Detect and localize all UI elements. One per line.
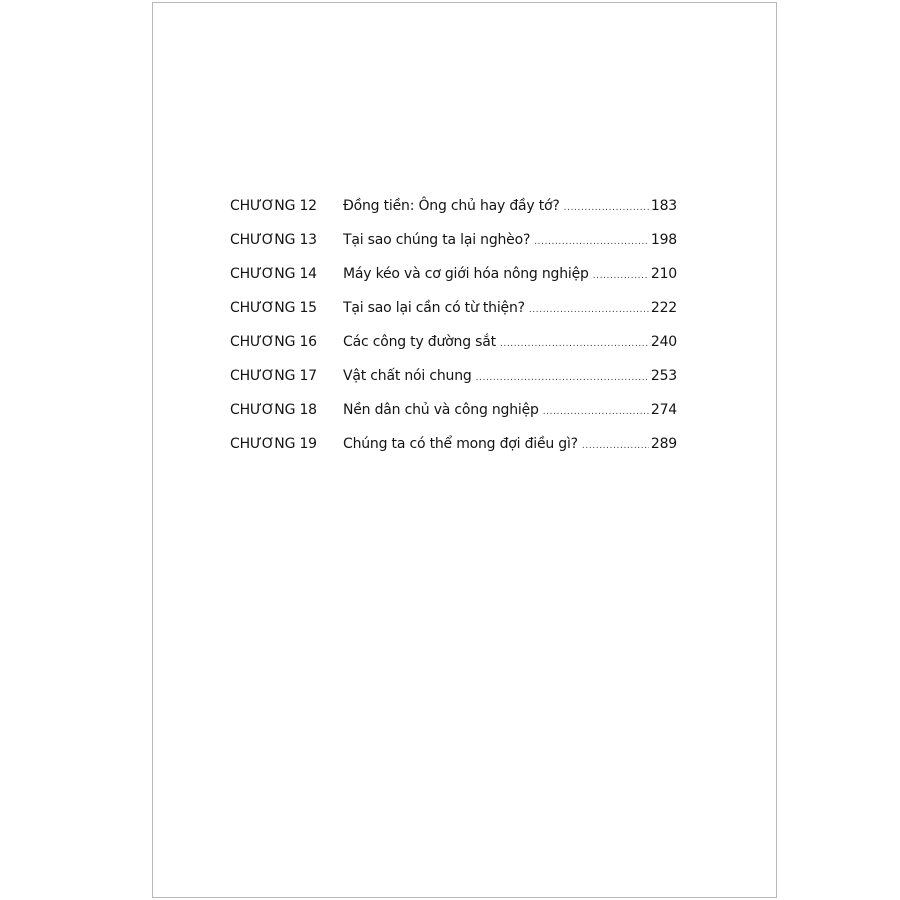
toc-chapter-label: CHƯƠNG 15 [230,300,317,316]
toc-entry-19 [230,436,677,470]
toc-entry-15 [230,300,677,334]
toc-title: Nền dân chủ và công nghiệp [343,402,539,418]
toc-title: Tại sao lại cần có từ thiện? [343,300,525,316]
toc-title: Các công ty đường sắt [343,334,496,350]
toc-chapter-label: CHƯƠNG 13 [230,232,317,248]
toc-dot-leader [534,237,649,247]
toc-title: Tại sao chúng ta lại nghèo? [343,232,531,248]
toc-title: Đồng tiền: Ông chủ hay đầy tớ? [343,198,560,214]
toc-dot-leader [500,339,649,349]
table-of-contents [230,198,677,470]
toc-dot-leader [593,271,649,281]
toc-chapter-label: CHƯƠNG 12 [230,198,317,214]
toc-title: Máy kéo và cơ giới hóa nông nghiệp [343,266,589,282]
toc-page-number: 183 [650,198,677,214]
toc-chapter-label: CHƯƠNG 18 [230,402,317,418]
toc-dot-leader [582,441,649,451]
toc-page-number: 222 [650,300,677,316]
toc-dot-leader [564,203,649,213]
toc-entry-17 [230,368,677,402]
toc-title: Chúng ta có thể mong đợi điều gì? [343,436,578,452]
toc-entry-12 [230,198,677,232]
toc-chapter-label: CHƯƠNG 19 [230,436,317,452]
toc-entry-16 [230,334,677,368]
toc-entry-13 [230,232,677,266]
toc-chapter-label: CHƯƠNG 14 [230,266,317,282]
toc-dot-leader [543,407,649,417]
toc-dot-leader [529,305,649,315]
toc-page-number: 240 [650,334,677,350]
toc-page-number: 274 [650,402,677,418]
toc-page-number: 253 [650,368,677,384]
toc-dot-leader [476,373,649,383]
toc-chapter-label: CHƯƠNG 17 [230,368,317,384]
toc-page-number: 198 [650,232,677,248]
toc-entry-14 [230,266,677,300]
toc-chapter-label: CHƯƠNG 16 [230,334,317,350]
toc-title: Vật chất nói chung [343,368,472,384]
toc-page-number: 210 [650,266,677,282]
toc-entry-18 [230,402,677,436]
toc-page-number: 289 [650,436,677,452]
